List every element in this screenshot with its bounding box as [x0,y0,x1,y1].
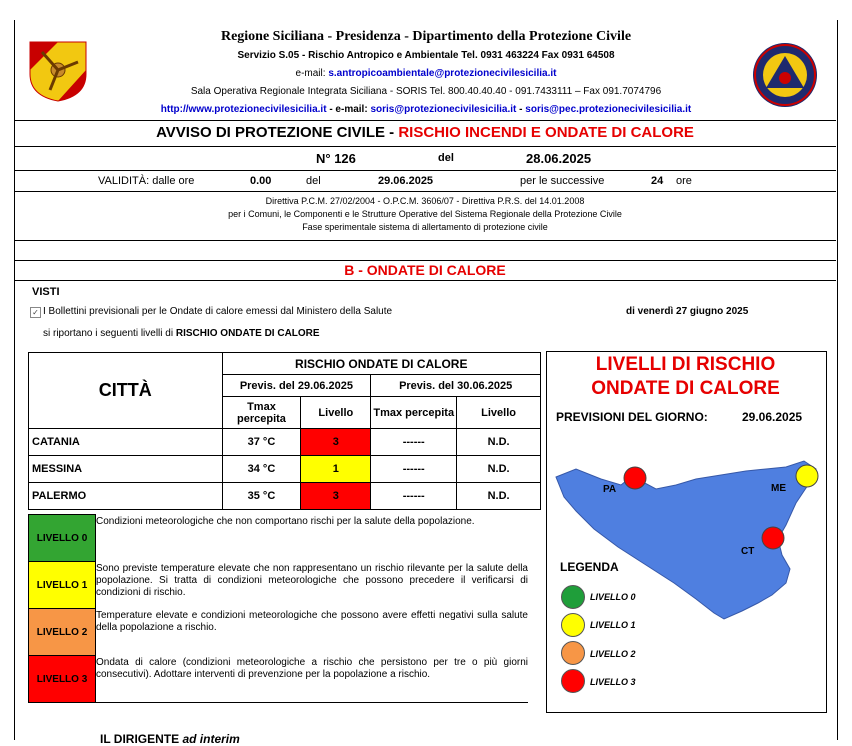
separator-dash: - [519,104,523,115]
pec-email-link[interactable]: soris@pec.protezionecivilesicilia.it [525,104,692,115]
divider [14,170,836,171]
tmax-value: 37 °C [222,429,301,456]
riportano-bold: RISCHIO ONDATE DI CALORE [175,328,320,339]
map-label-ct: CT [741,546,755,557]
soris-email-link[interactable]: soris@protezionecivilesicilia.it [370,104,517,115]
visti-label: VISTI [32,286,60,298]
city-name: MESSINA [29,456,223,483]
legend-label-1: LIVELLO 1 [590,620,636,630]
tmax-value-2: ------ [371,456,457,483]
tmax-value-2: ------ [371,429,457,456]
regione-siciliana-logo [28,40,88,102]
directives-line-3: Fase sperimentale sistema di allertamento di protezione civile [302,222,548,232]
level-cell: 3 [301,483,371,510]
divider [14,240,836,241]
protezione-civile-logo [752,42,818,108]
visti-checkbox[interactable]: ✓ [30,307,41,318]
validity-label: VALIDITÀ: dalle ore [98,175,195,187]
level-value-2: N.D. [457,456,541,483]
validity-successive-label: per le successive [520,175,605,187]
col-tmax-2: Tmax percepita [371,397,457,429]
avviso-date: 28.06.2025 [526,151,592,166]
legend-label-3: LIVELLO 3 [590,677,636,687]
tmax-value-2: ------ [371,483,457,510]
level-3-description: Ondata di calore (condizioni meteorologiche a rischio che persistono per tre o più giorni consecutivi). Adottare interventi di prevenzione per la popolazione a rischio. [96,657,528,680]
header-soris-line: Sala Operativa Regionale Integrata Siciliana - SORIS Tel. 800.40.40.40 - 091.7433111 – Fax 091.7074796 [190,86,662,97]
level-cell: 1 [301,456,371,483]
col-livello: Livello [301,397,371,429]
header-email-line [110,68,742,79]
email-label-2: - e-mail: [329,104,368,115]
palermo-marker [624,467,646,489]
divider [28,702,528,703]
legend-dot-1 [561,613,585,637]
signature-suffix: ad interim [182,732,240,746]
risk-group-header: RISCHIO ONDATE DI CALORE [222,353,540,375]
messina-marker [796,465,818,487]
directives-line-1: Direttiva P.C.M. 27/02/2004 - O.P.C.M. 3606/07 - Direttiva P.R.S. del 14.01.2008 [265,196,585,206]
website-link[interactable]: http://www.protezionecivilesicilia.it [160,104,327,115]
catania-marker [762,527,784,549]
legend-dot-0 [561,585,585,609]
legend-label-0: LIVELLO 0 [590,592,636,602]
validity-ore-label: ore [676,175,692,187]
legend-title: LEGENDA [560,560,619,574]
level-1-box: LIVELLO 1 [28,561,96,609]
forecast-date: 29.06.2025 [742,410,803,424]
level-value-2: N.D. [457,429,541,456]
validity-hours: 24 [651,175,664,187]
validity-del-label: del [306,175,321,187]
level-2-box: LIVELLO 2 [28,608,96,656]
avviso-title [14,124,836,141]
directives-line-2: per i Comuni, le Componenti e le Strutture Operative del Sistema Regionale della Protezione Civile [228,209,622,219]
level-1-description: Sono previste temperature elevate che non rappresentano un rischio rilevante per la salute della popolazione. Si tratta di condizioni meteorologiche che possono precedere il verificarsi di condizioni di rischio. [96,563,528,598]
divider [14,146,836,147]
table-row [29,456,541,483]
legend-label-2: LIVELLO 2 [590,649,636,659]
col-livello-2: Livello [457,397,541,429]
city-name: PALERMO [29,483,223,510]
divider [14,120,836,121]
table-row [29,483,541,510]
city-header: CITTÀ [29,353,223,429]
email-link[interactable]: s.antropicoambientale@protezionecivilesicilia.it [328,68,557,79]
bollettini-date: di venerdì 27 giugno 2025 [626,306,749,317]
risk-table [28,352,541,510]
avviso-subject: RISCHIO INCENDI E ONDATE DI CALORE [398,124,694,141]
col-tmax: Tmax percepita [222,397,301,429]
level-value-2: N.D. [457,483,541,510]
legend-dot-2 [561,641,585,665]
divider [14,191,836,192]
table-row [29,429,541,456]
tmax-value: 35 °C [222,483,301,510]
riportano-line [43,328,320,339]
email-label: e-mail: [295,68,326,79]
divider [14,260,836,261]
level-0-description: Condizioni meteorologiche che non comportano rischi per la salute della popolazione. [96,516,475,527]
header-title: Regione Siciliana - Presidenza - Dipartimento della Protezione Civile [220,29,632,44]
level-3-box: LIVELLO 3 [28,655,96,703]
riportano-prefix: si riportano i seguenti livelli di [43,328,174,339]
avviso-del-label: del [438,152,454,164]
avviso-prefix: AVVISO DI PROTEZIONE CIVILE - [156,124,395,141]
header-service-line: Servizio S.05 - Rischio Antropico e Ambientale Tel. 0931 463224 Fax 0931 64508 [237,50,615,61]
city-name: CATANIA [29,429,223,456]
map-label-me: ME [771,483,786,494]
legend-dot-3 [561,669,585,693]
forecast-label: PREVISIONI DEL GIORNO: [556,410,708,424]
level-cell: 3 [301,429,371,456]
divider [14,280,836,281]
map-title-2: ONDATE DI CALORE [591,378,780,399]
tmax-value: 34 °C [222,456,301,483]
map-label-pa: PA [603,484,617,495]
previs-header-1: Previs. del 29.06.2025 [222,375,371,397]
signature-line [100,732,240,746]
level-2-description: Temperature elevate e condizioni meteorologiche che possono avere effetti negativi sulla salute della popolazione a rischio. [96,610,528,633]
section-b-title: B - ONDATE DI CALORE [344,262,506,278]
validity-hour: 0.00 [250,175,272,187]
header-web-line [110,104,742,115]
previs-header-2: Previs. del 30.06.2025 [371,375,541,397]
map-title-1: LIVELLI DI RISCHIO [595,354,776,375]
sicily-map [546,455,825,625]
bollettini-text: I Bollettini previsionali per le Ondate di calore emessi dal Ministero della Salute [43,306,393,317]
level-0-box: LIVELLO 0 [28,514,96,562]
avviso-number: N° 126 [316,151,356,166]
signature-prefix: IL DIRIGENTE [100,732,180,746]
validity-date: 29.06.2025 [378,175,434,187]
